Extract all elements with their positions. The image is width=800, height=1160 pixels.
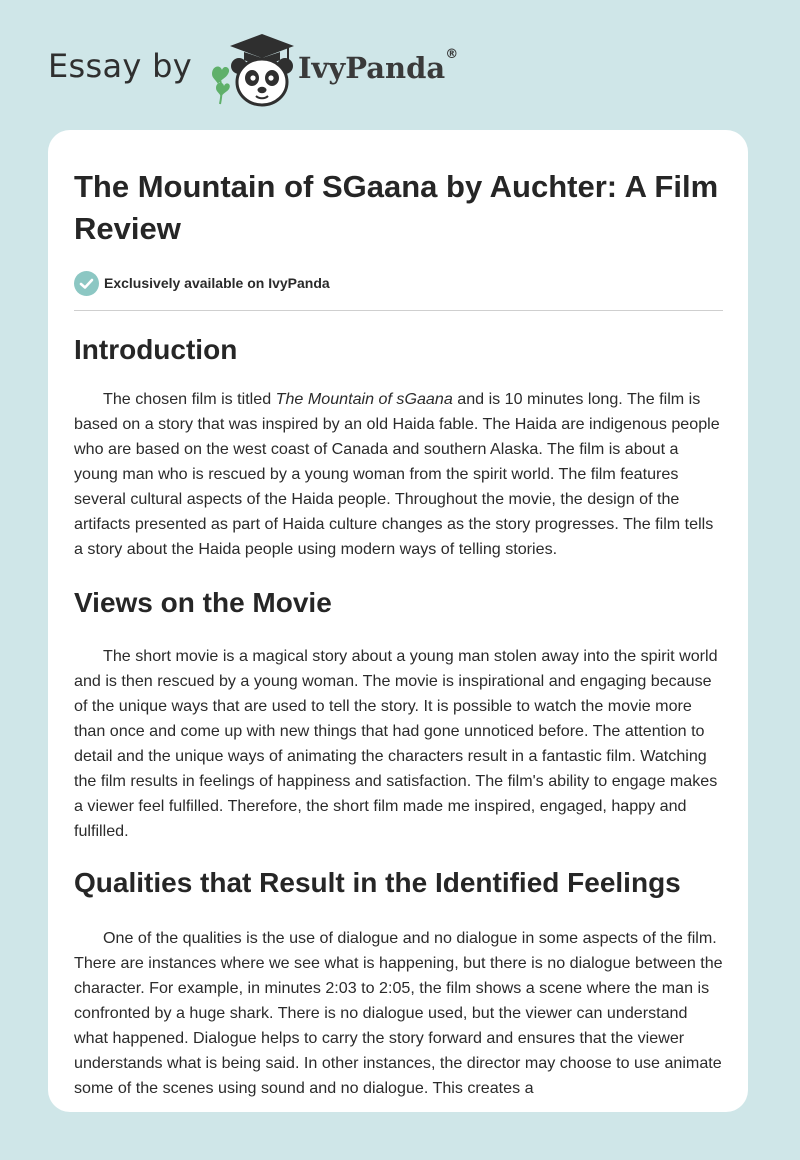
film-title-italic: The Mountain of sGaana xyxy=(275,390,453,408)
check-circle-icon xyxy=(74,271,99,296)
introduction-text-rest: and is 10 minutes long. The film is based on a story that was inspired by an old Haida fable. The Haida are indigenous people who are based on the west coast of Canada and southern Alaska. The film is about a young man who is rescued by a young woman from the spirit world. The film features several cultural aspects of the Haida people. Throughout the movie, the design of the artifacts presented as part of Haida culture changes as the story progresses. The film tells a story about the Haida people using modern ways of telling stories. xyxy=(74,390,720,558)
section-heading-introduction: Introduction xyxy=(74,334,238,365)
essay-by-label: Essay by xyxy=(48,47,192,85)
ivypanda-logo-wordmark[interactable] xyxy=(297,47,459,85)
introduction-text-start: The chosen film is titled xyxy=(103,390,276,408)
title-divider xyxy=(74,310,723,311)
qualities-paragraph: One of the qualities is the use of dialogue and no dialogue in some aspects of the film. There are instances where we see what is happening, but there is no dialogue between the character. For example, in minutes 2:03 to 2:05, the film shows a scene where the man is confronted by a huge shark. There is no dialogue used, but the viewer can understand what happened. Dialogue helps to carry the story forward and ensures that the viewer understands what is being said. In other instances, the director may choose to use animate some of the scenes using sound and no dialogue. This creates a xyxy=(74,929,723,1097)
registered-mark: ® xyxy=(445,47,459,62)
essay-title: The Mountain of SGaana by Auchter: A Film Review xyxy=(74,169,719,246)
section-heading-qualities: Qualities that Result in the Identified Feelings xyxy=(74,867,681,898)
essay-content xyxy=(74,166,724,1101)
introduction-paragraph xyxy=(74,387,724,562)
brand-name: IvyPanda xyxy=(297,51,446,85)
section-heading-views: Views on the Movie xyxy=(74,587,332,618)
ivypanda-logo-icon[interactable] xyxy=(206,30,294,110)
essay-card xyxy=(48,130,748,1112)
views-paragraph: The short movie is a magical story about a young man stolen away into the spirit world and is then rescued by a young woman. The movie is inspirational and engaging because of the unique ways that are used to tell the story. It is possible to watch the movie more than once and come up with new things that had gone unnoticed before. The attention to detail and the unique ways of animating the characters result in a fantastic film. Watching the film results in feelings of happiness and satisfaction. The film's ability to engage makes a viewer feel fulfilled. Therefore, the short film made me inspired, engaged, happy and fulfilled. xyxy=(74,647,718,840)
exclusive-badge xyxy=(74,270,724,296)
exclusive-label: Exclusively available on IvyPanda xyxy=(104,275,330,291)
brand-header xyxy=(48,30,458,110)
